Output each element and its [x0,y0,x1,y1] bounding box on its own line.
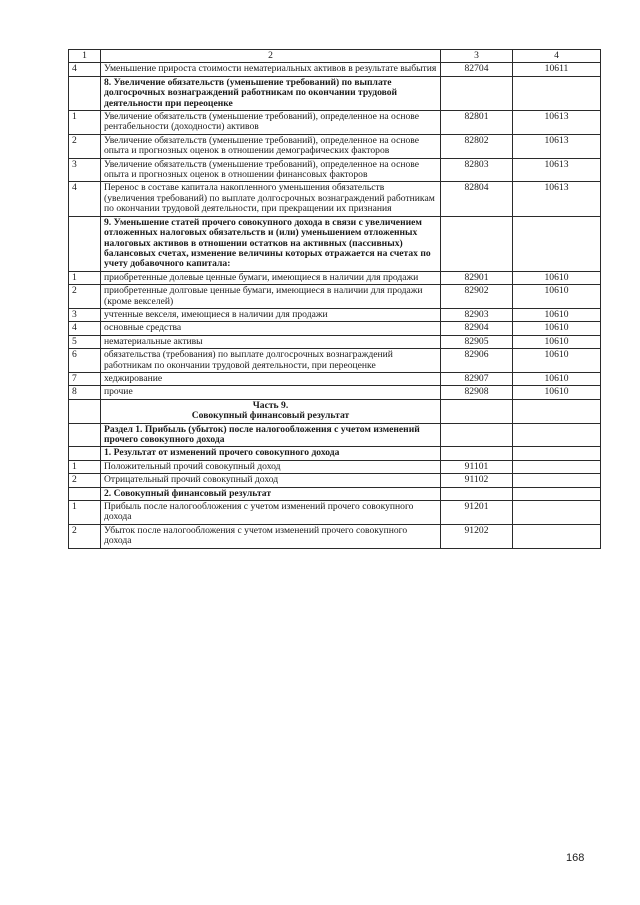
row-number: 4 [69,182,101,216]
section-title: 1. Результат от изменений прочего совокупного дохода [101,447,441,460]
row-description: Убыток после налогообложения с учетом изменений прочего совокупного дохода [101,524,441,548]
symbol-code: 10613 [513,182,601,216]
table-row [69,322,601,335]
row-number: 4 [69,322,101,335]
row-number: 1 [69,111,101,135]
row-number: 2 [69,474,101,487]
symbol-code: 10610 [513,271,601,284]
account-code: 82908 [441,386,513,399]
row-number: 2 [69,134,101,158]
symbol-code: 10610 [513,386,601,399]
accounts-table [68,49,601,549]
symbol-code [513,487,601,500]
symbol-code: 10613 [513,111,601,135]
header-col-1: 1 [69,50,101,63]
section-title: Раздел 1. Прибыль (убыток) после налогообложения с учетом изменений прочего совокупного дохода [101,423,441,447]
row-number [69,487,101,500]
section-heading-row [69,76,601,110]
header-col-4: 4 [513,50,601,63]
table-row [69,372,601,385]
symbol-code: 10613 [513,134,601,158]
row-number: 4 [69,63,101,76]
symbol-code: 10610 [513,308,601,321]
section-title: 8. Увеличение обязательств (уменьшение требований) по выплате долгосрочных вознаграждений работникам по окончании трудовой деятельности при переоценке [101,76,441,110]
account-code: 82802 [441,134,513,158]
row-number: 8 [69,386,101,399]
account-code: 91102 [441,474,513,487]
table-row [69,474,601,487]
section-title: 9. Уменьшение статей прочего совокупного дохода в связи с увеличением отложенных налоговых обязательств и (или) уменьшением отложенных налоговых активов в отношении остатков на активных (пассивных) балансовых счетах, изменение величины которых отражается на счетах по учету добавочного капитала: [101,216,441,271]
row-number: 2 [69,285,101,309]
row-number: 7 [69,372,101,385]
row-description: прочие [101,386,441,399]
header-col-3: 3 [441,50,513,63]
account-code: 82906 [441,349,513,373]
header-row [69,50,601,63]
account-code: 82804 [441,182,513,216]
row-description: учтенные векселя, имеющиеся в наличии для продажи [101,308,441,321]
header-col-2: 2 [101,50,441,63]
row-number: 3 [69,158,101,182]
account-code: 91201 [441,501,513,525]
symbol-code [513,447,601,460]
table-row [69,63,601,76]
symbol-code [513,216,601,271]
account-code: 82903 [441,308,513,321]
symbol-code [513,399,601,423]
section-heading-row [69,447,601,460]
symbol-code: 10613 [513,158,601,182]
symbol-code [513,460,601,473]
symbol-code [513,524,601,548]
row-description: основные средства [101,322,441,335]
symbol-code: 10610 [513,322,601,335]
row-number [69,423,101,447]
account-code: 82902 [441,285,513,309]
account-code: 82803 [441,158,513,182]
account-code: 82907 [441,372,513,385]
table-row [69,134,601,158]
row-number: 1 [69,460,101,473]
table-row [69,335,601,348]
table-row [69,386,601,399]
table-row [69,111,601,135]
row-description: Перенос в составе капитала накопленного уменьшения обязательств (увеличения требований) по выплате долгосрочных вознаграждений работникам по окончании трудовой деятельности, при прекращении их признания [101,182,441,216]
account-code [441,447,513,460]
account-code: 82904 [441,322,513,335]
symbol-code [513,501,601,525]
row-number: 5 [69,335,101,348]
row-description: Уменьшение прироста стоимости нематериальных активов в результате выбытия [101,63,441,76]
row-number [69,216,101,271]
account-code [441,216,513,271]
table-row [69,308,601,321]
section-heading-row [69,216,601,271]
row-description: приобретенные долевые ценные бумаги, имеющиеся в наличии для продажи [101,271,441,284]
table-row [69,182,601,216]
symbol-code [513,474,601,487]
account-code [441,76,513,110]
section-heading-row [69,487,601,500]
section-title: 2. Совокупный финансовый результат [101,487,441,500]
table-row [69,524,601,548]
row-description: Отрицательный прочий совокупный доход [101,474,441,487]
row-number: 2 [69,524,101,548]
row-description: нематериальные активы [101,335,441,348]
symbol-code: 10610 [513,285,601,309]
account-code: 82905 [441,335,513,348]
row-number: 3 [69,308,101,321]
table-row [69,285,601,309]
row-number [69,76,101,110]
accounts-table-body [69,50,601,549]
account-code: 82901 [441,271,513,284]
part-heading-row [69,399,601,423]
row-number [69,447,101,460]
account-code: 82704 [441,63,513,76]
row-description: обязательства (требования) по выплате долгосрочных вознаграждений работникам по окончании трудовой деятельности, при переоценке [101,349,441,373]
section-title: Часть 9. Совокупный финансовый результат [101,399,441,423]
table-row [69,501,601,525]
row-description: Увеличение обязательств (уменьшение требований), определенное на основе опыта и прогнозных оценок в отношении демографических факторов [101,134,441,158]
account-code [441,487,513,500]
row-description: хеджирование [101,372,441,385]
symbol-code: 10610 [513,335,601,348]
row-description: Увеличение обязательств (уменьшение требований), определенное на основе опыта и прогнозных оценок в отношении финансовых факторов [101,158,441,182]
account-code: 91202 [441,524,513,548]
row-number: 1 [69,501,101,525]
symbol-code [513,76,601,110]
account-code: 82801 [441,111,513,135]
row-description: Положительный прочий совокупный доход [101,460,441,473]
symbol-code [513,423,601,447]
row-description: приобретенные долговые ценные бумаги, имеющиеся в наличии для продажи (кроме векселей) [101,285,441,309]
table-row [69,158,601,182]
page-number: 168 [566,852,585,864]
table-row [69,271,601,284]
row-description: Прибыль после налогообложения с учетом изменений прочего совокупного дохода [101,501,441,525]
row-number [69,399,101,423]
account-code [441,399,513,423]
account-code [441,423,513,447]
symbol-code: 10611 [513,63,601,76]
account-code: 91101 [441,460,513,473]
table-row [69,460,601,473]
section-heading-row [69,423,601,447]
row-description: Увеличение обязательств (уменьшение требований), определенное на основе рентабельности (доходности) активов [101,111,441,135]
row-number: 6 [69,349,101,373]
table-row [69,349,601,373]
row-number: 1 [69,271,101,284]
symbol-code: 10610 [513,349,601,373]
symbol-code: 10610 [513,372,601,385]
